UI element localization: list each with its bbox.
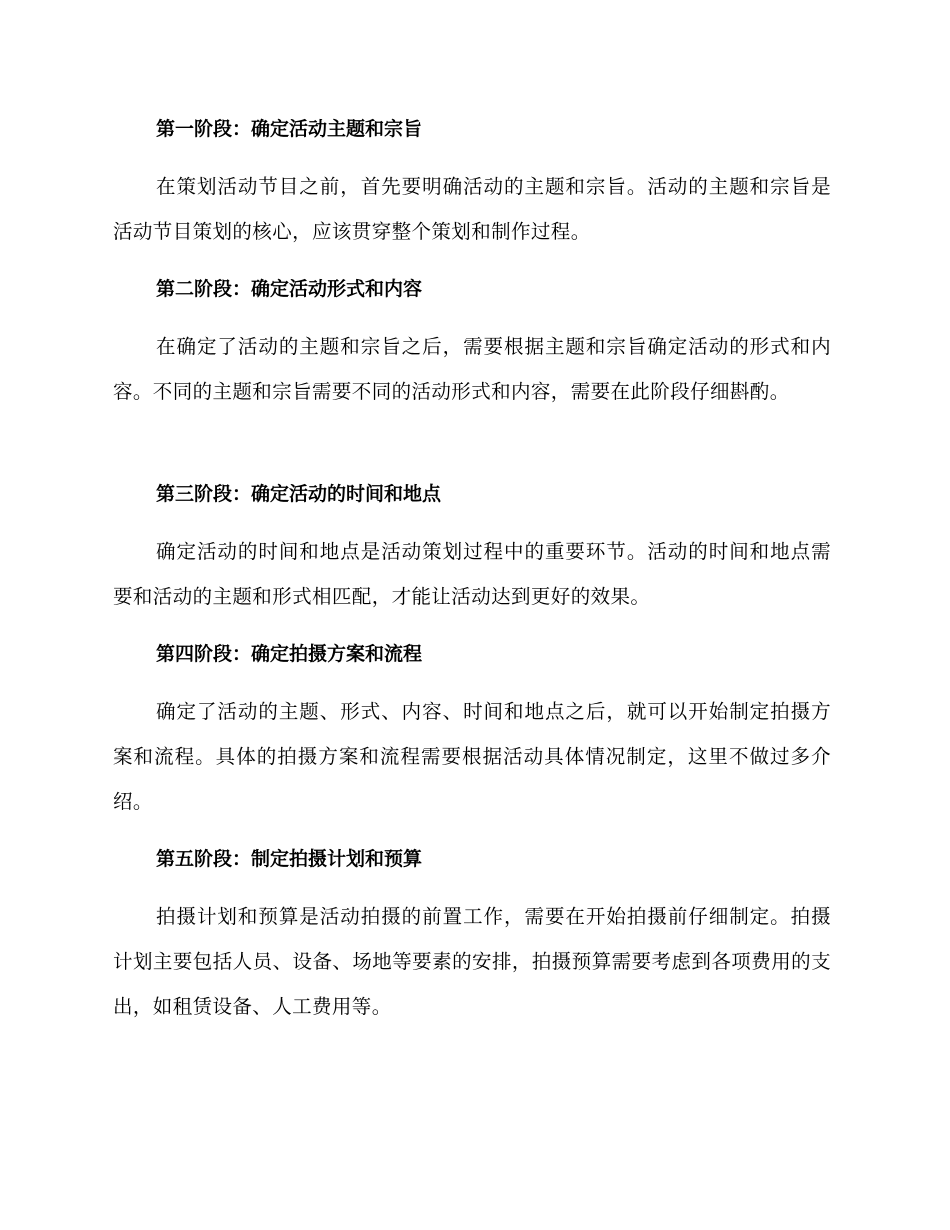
section-heading: 第三阶段：确定活动的时间和地点 <box>156 483 442 505</box>
section-4 <box>113 641 831 824</box>
section-heading: 第四阶段：确定拍摄方案和流程 <box>156 643 423 665</box>
section-paragraph: 拍摄计划和预算是活动拍摄的前置工作，需要在开始拍摄前仔细制定。拍摄计划主要包括人员、设备、场地等要素的安排，拍摄预算需要考虑到各项费用的支出，如租赁设备、人工费用等。 <box>113 905 831 1018</box>
section-paragraph: 确定活动的时间和地点是活动策划过程中的重要环节。活动的时间和地点需要和活动的主题和形式相匹配，才能让活动达到更好的效果。 <box>113 540 831 608</box>
section-paragraph: 确定了活动的主题、形式、内容、时间和地点之后，就可以开始制定拍摄方案和流程。具体的拍摄方案和流程需要根据活动具体情况制定，这里不做过多介绍。 <box>113 700 831 813</box>
section-5 <box>113 846 831 1029</box>
section-1 <box>113 116 831 254</box>
section-heading: 第五阶段：制定拍摄计划和预算 <box>156 848 423 870</box>
section-paragraph: 在确定了活动的主题和宗旨之后，需要根据主题和宗旨确定活动的形式和内容。不同的主题和宗旨需要不同的活动形式和内容，需要在此阶段仔细斟酌。 <box>113 335 831 403</box>
section-2 <box>113 276 831 414</box>
section-3 <box>113 481 831 619</box>
section-heading: 第一阶段：确定活动主题和宗旨 <box>156 118 423 140</box>
section-heading: 第二阶段：确定活动形式和内容 <box>156 278 423 300</box>
section-paragraph: 在策划活动节目之前，首先要明确活动的主题和宗旨。活动的主题和宗旨是活动节目策划的核心，应该贯穿整个策划和制作过程。 <box>113 175 831 243</box>
